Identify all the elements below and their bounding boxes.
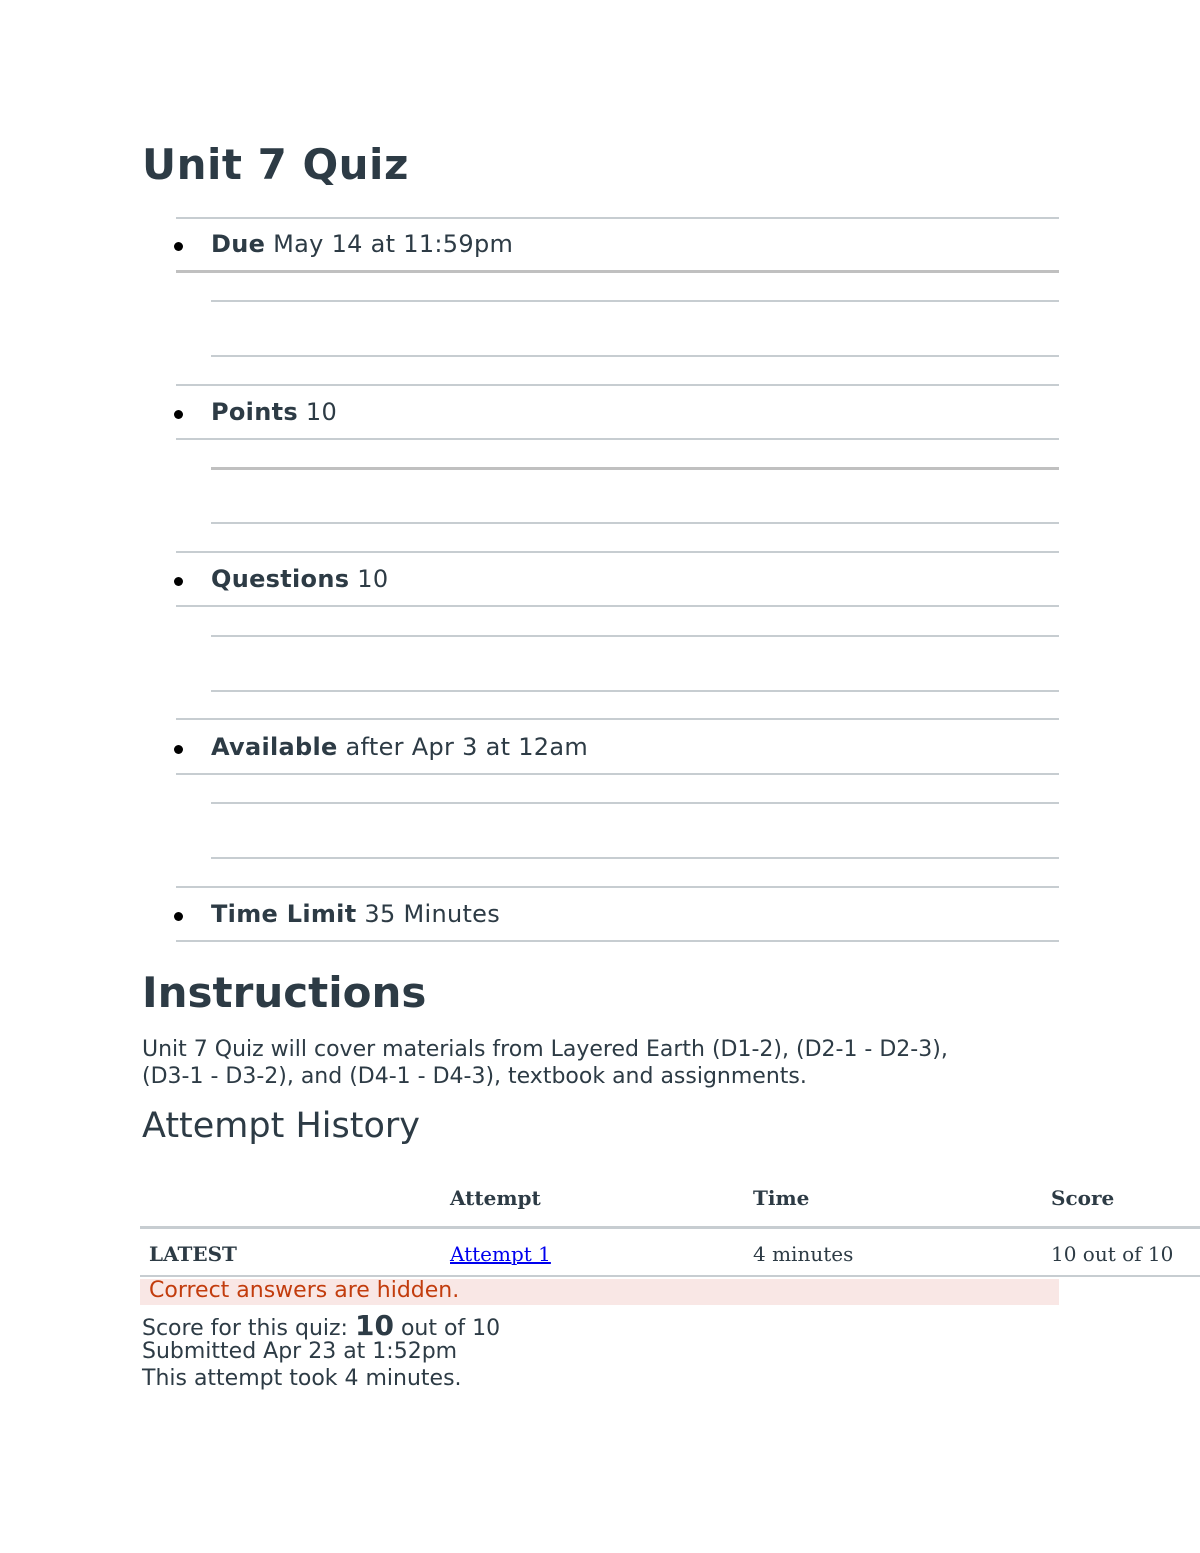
detail-label: Points	[211, 398, 298, 426]
instructions-line: Unit 7 Quiz will cover materials from Layered Earth (D1-2), (D2-1 - D2-3),	[142, 1037, 948, 1062]
bullet-icon	[174, 410, 183, 419]
detail-label: Questions	[211, 565, 350, 593]
divider	[211, 802, 1059, 804]
divider	[211, 522, 1059, 524]
bullet-icon	[174, 577, 183, 586]
table-divider	[140, 1226, 1200, 1229]
bullet-icon	[174, 745, 183, 754]
detail-time-limit	[211, 900, 500, 928]
detail-points	[211, 398, 337, 426]
table-divider	[140, 1275, 1200, 1277]
score-suffix: out of 10	[400, 1316, 501, 1341]
divider	[211, 635, 1059, 637]
table-row-attempt	[450, 1242, 551, 1266]
divider	[176, 217, 1059, 219]
instructions-line: (D3-1 - D3-2), and (D4-1 - D4-3), textbook and assignments.	[142, 1064, 807, 1089]
column-header-attempt: Attempt	[450, 1186, 541, 1210]
divider	[176, 438, 1059, 440]
column-header-score: Score	[1051, 1186, 1115, 1210]
bullet-icon	[174, 912, 183, 921]
attempt-history-heading: Attempt History	[142, 1106, 420, 1146]
divider	[176, 886, 1059, 888]
score-prefix: Score for this quiz:	[142, 1316, 348, 1341]
divider	[176, 940, 1059, 942]
row-status: LATEST	[149, 1242, 237, 1266]
page-title: Unit 7 Quiz	[142, 140, 409, 189]
divider	[211, 300, 1059, 302]
detail-value: 10	[357, 565, 389, 593]
quiz-score	[142, 1309, 500, 1342]
detail-value: after Apr 3 at 12am	[345, 733, 589, 761]
divider	[176, 270, 1059, 273]
divider	[176, 551, 1059, 553]
divider	[176, 384, 1059, 386]
divider	[211, 690, 1059, 692]
instructions-text	[142, 1036, 1042, 1090]
detail-due	[211, 230, 513, 258]
row-score: 10 out of 10	[1051, 1242, 1174, 1266]
attempt-duration: This attempt took 4 minutes.	[142, 1366, 462, 1391]
detail-value: 35 Minutes	[364, 900, 501, 928]
detail-value: 10	[305, 398, 338, 426]
score-value: 10	[354, 1309, 394, 1342]
row-time: 4 minutes	[753, 1242, 854, 1266]
detail-label: Available	[211, 733, 338, 761]
answers-hidden-notice	[140, 1279, 1059, 1305]
bullet-icon	[174, 242, 183, 251]
divider	[211, 467, 1059, 470]
notice-text: Correct answers are hidden.	[149, 1278, 460, 1303]
divider	[176, 773, 1059, 775]
column-header-time: Time	[753, 1186, 810, 1210]
divider	[211, 355, 1059, 357]
submitted-time: Submitted Apr 23 at 1:52pm	[142, 1339, 458, 1364]
detail-label: Time Limit	[211, 900, 357, 928]
detail-value: May 14 at 11:59pm	[273, 230, 514, 258]
divider	[176, 605, 1059, 607]
detail-available	[211, 733, 588, 761]
detail-questions	[211, 565, 388, 593]
divider	[211, 857, 1059, 859]
attempt-link[interactable]: Attempt 1	[450, 1242, 551, 1266]
detail-label: Due	[211, 230, 266, 258]
divider	[176, 718, 1059, 720]
instructions-heading: Instructions	[142, 968, 427, 1017]
